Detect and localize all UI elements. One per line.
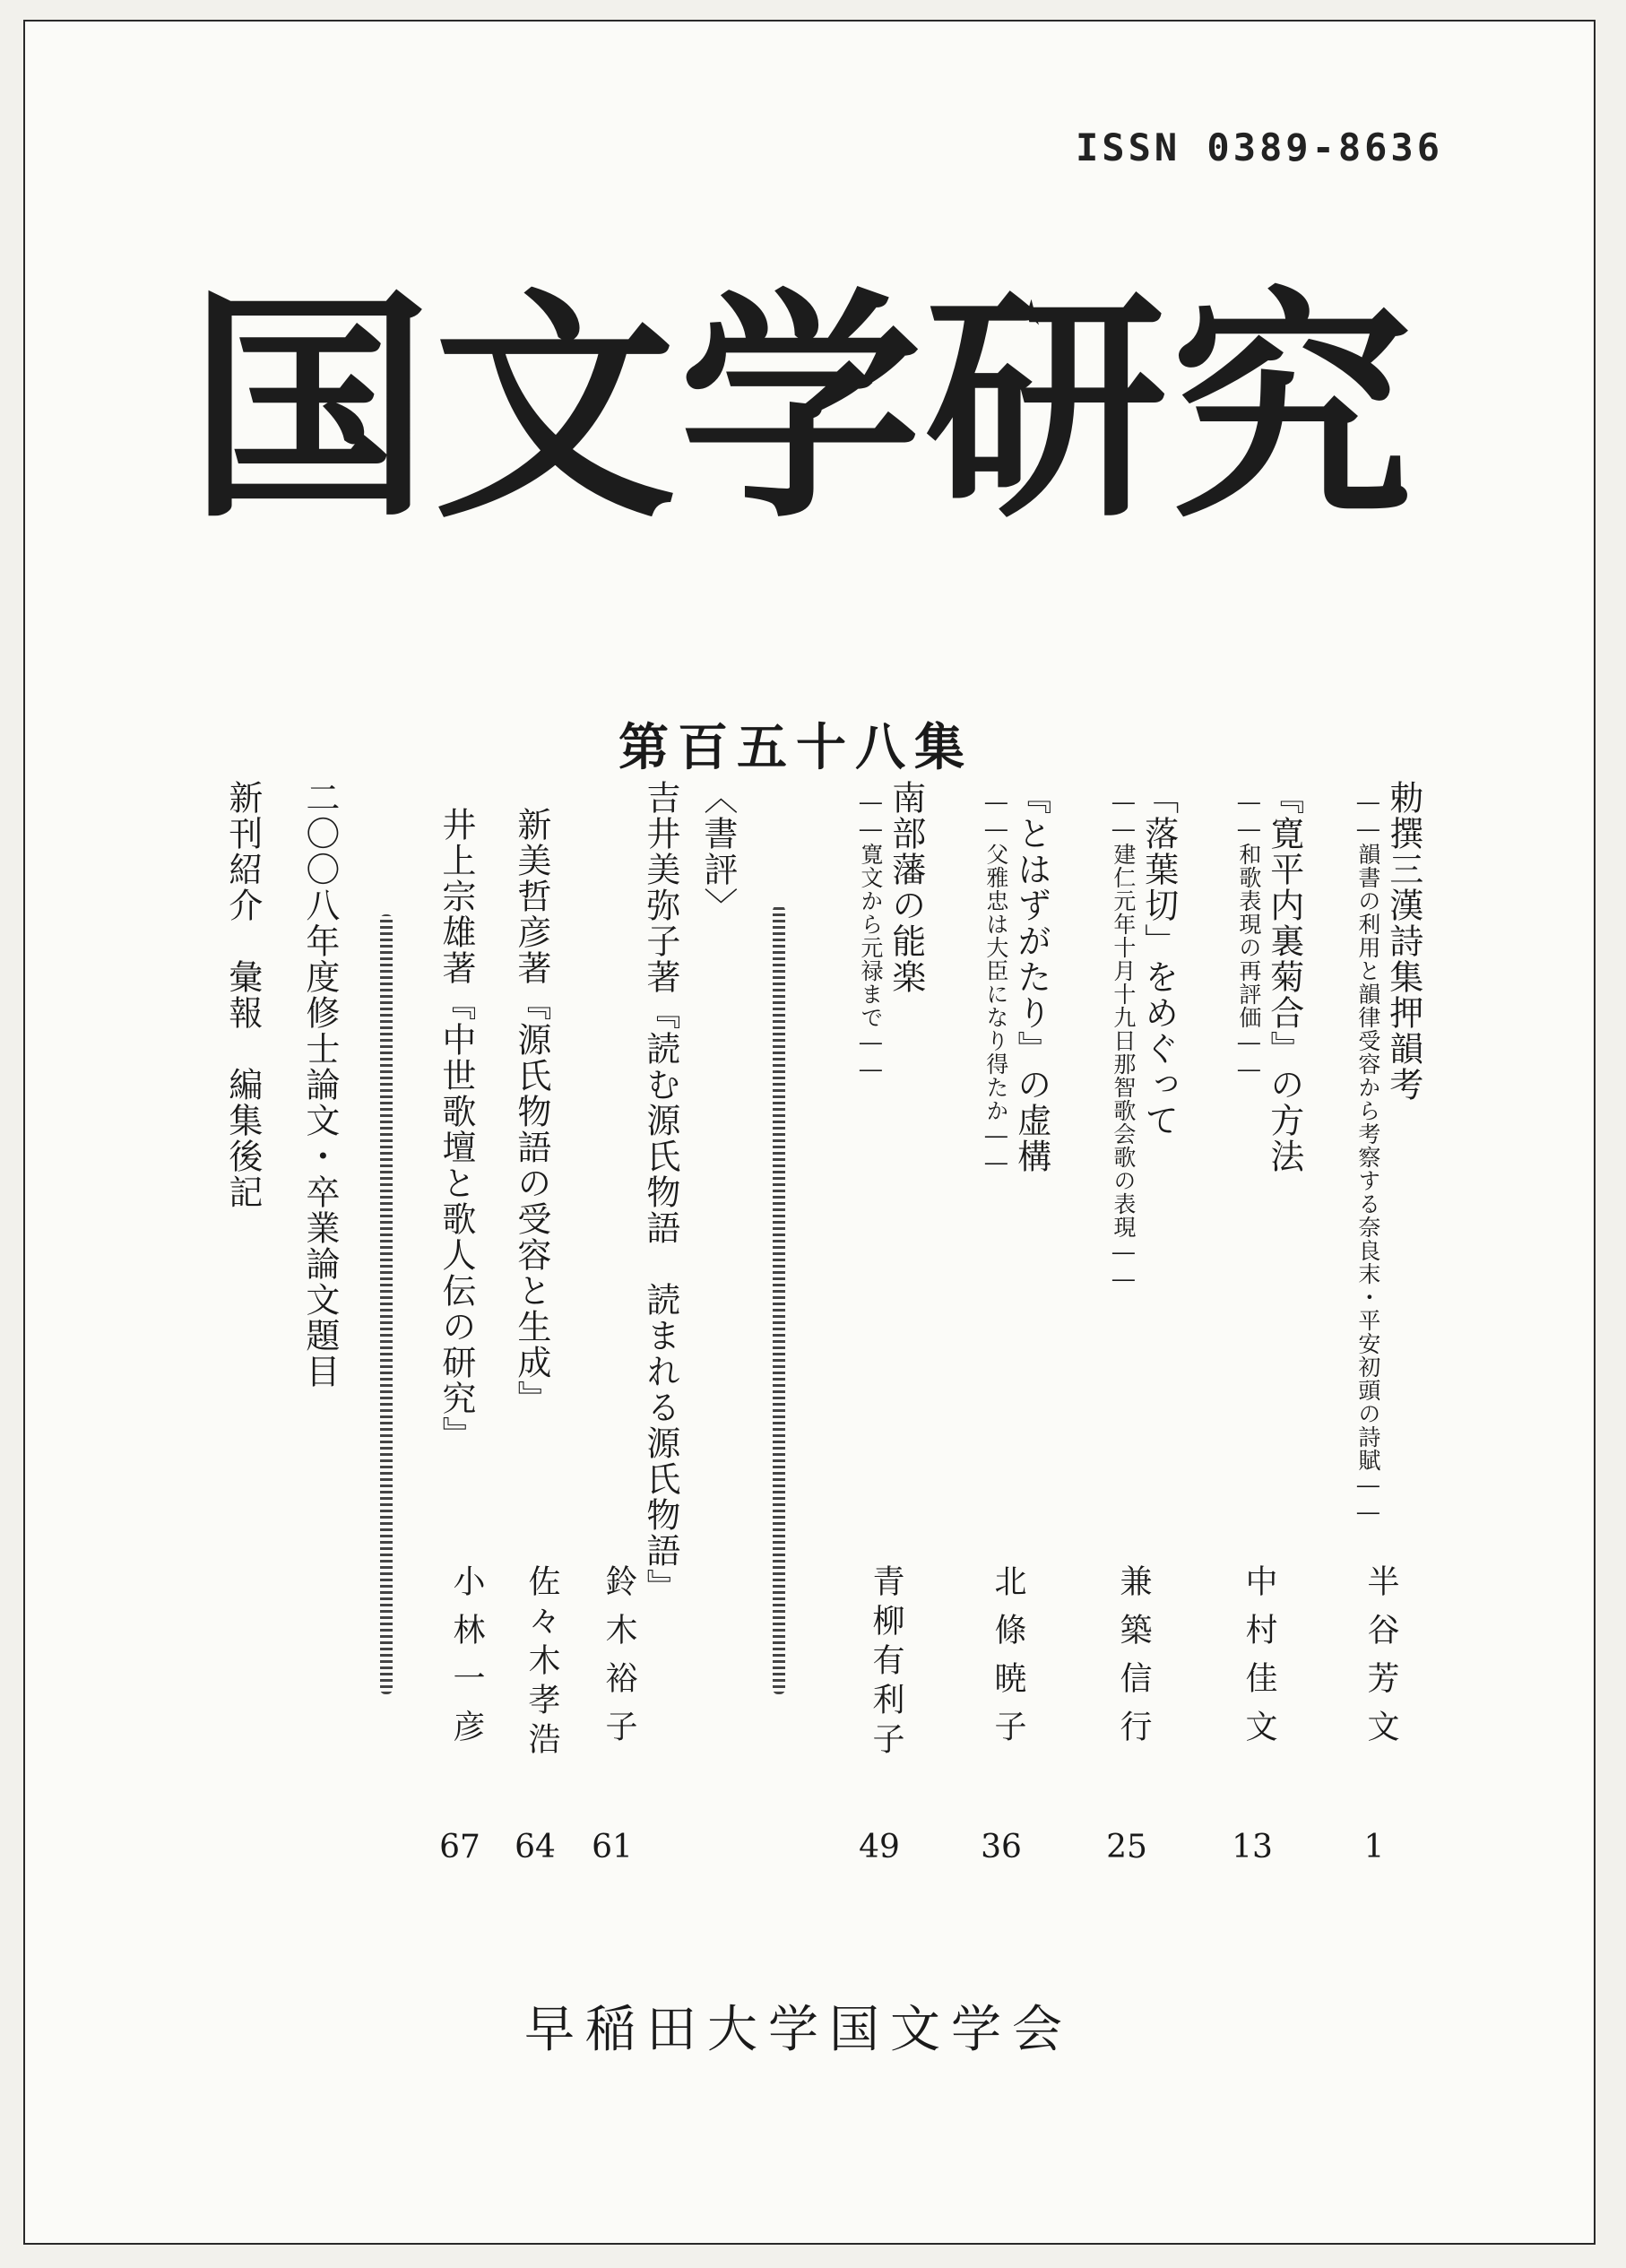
issue-number: 第百五十八集 bbox=[618, 719, 973, 777]
page-number-5: 49 bbox=[859, 1829, 900, 1865]
review-2: 新美哲彦著『源氏物語の受容と生成』 bbox=[511, 807, 551, 1416]
article-3-subtitle: ――建仁元年十月十九日那智歌会歌の表現―― bbox=[1110, 789, 1137, 1293]
page-number-4: 36 bbox=[981, 1829, 1022, 1865]
issn-label: ISSN 0389-8636 bbox=[1076, 126, 1444, 169]
article-5-subtitle: ――寛文から元禄まで―― bbox=[857, 789, 884, 1083]
section-divider-2 bbox=[380, 914, 393, 1694]
page-number-3: 25 bbox=[1106, 1829, 1147, 1865]
article-3-title: 「落葉切」をめぐって bbox=[1138, 780, 1179, 1138]
review-1: 吉井美弥子著『読む源氏物語 読まれる源氏物語』 bbox=[640, 780, 680, 1605]
article-5-title: 南部藩の能楽 bbox=[886, 780, 926, 995]
article-2-title: 『寛平内裏菊合』の方法 bbox=[1264, 780, 1304, 1174]
article-2-subtitle: ――和歌表現の再評価―― bbox=[1235, 789, 1262, 1083]
author-1: 半谷芳文 bbox=[1362, 1564, 1399, 1758]
author-5: 青柳有利子 bbox=[868, 1564, 904, 1762]
author-4: 北條暁子 bbox=[990, 1564, 1026, 1758]
misc-theses: 二〇〇八年度修士論文・卒業論文題目 bbox=[299, 780, 340, 1389]
reviews-heading: 〈書評〉 bbox=[697, 780, 738, 923]
article-4-subtitle: ――父雅忠は大臣になり得たか―― bbox=[982, 789, 1009, 1176]
review-author-2: 佐々木孝浩 bbox=[523, 1564, 560, 1762]
page-number-review-1: 61 bbox=[592, 1829, 633, 1865]
review-author-3: 小林一彦 bbox=[448, 1564, 485, 1758]
journal-title: 国文学研究 bbox=[188, 265, 1416, 550]
article-1-title: 勅撰三漢詩集押韻考 bbox=[1383, 780, 1423, 1103]
author-2: 中村佳文 bbox=[1241, 1564, 1277, 1758]
publisher-name: 早稲田大学国文学会 bbox=[524, 2001, 1073, 2059]
section-divider bbox=[773, 905, 785, 1694]
review-author-1: 鈴木裕子 bbox=[601, 1564, 637, 1758]
article-4-title: 『とはずがたり』の虚構 bbox=[1011, 780, 1051, 1174]
misc-news: 新刊紹介 彙報 編集後記 bbox=[222, 780, 263, 1210]
review-3: 井上宗雄著『中世歌壇と歌人伝の研究』 bbox=[436, 807, 476, 1452]
page-number-review-3: 67 bbox=[439, 1829, 480, 1865]
article-1-subtitle: ――韻書の利用と韻律受容から考察する奈良末・平安初頭の詩賦―― bbox=[1354, 789, 1381, 1526]
page-number-1: 1 bbox=[1363, 1829, 1385, 1865]
page-number-review-2: 64 bbox=[515, 1829, 556, 1865]
author-3: 兼築信行 bbox=[1115, 1564, 1152, 1758]
page-number-2: 13 bbox=[1232, 1829, 1273, 1865]
